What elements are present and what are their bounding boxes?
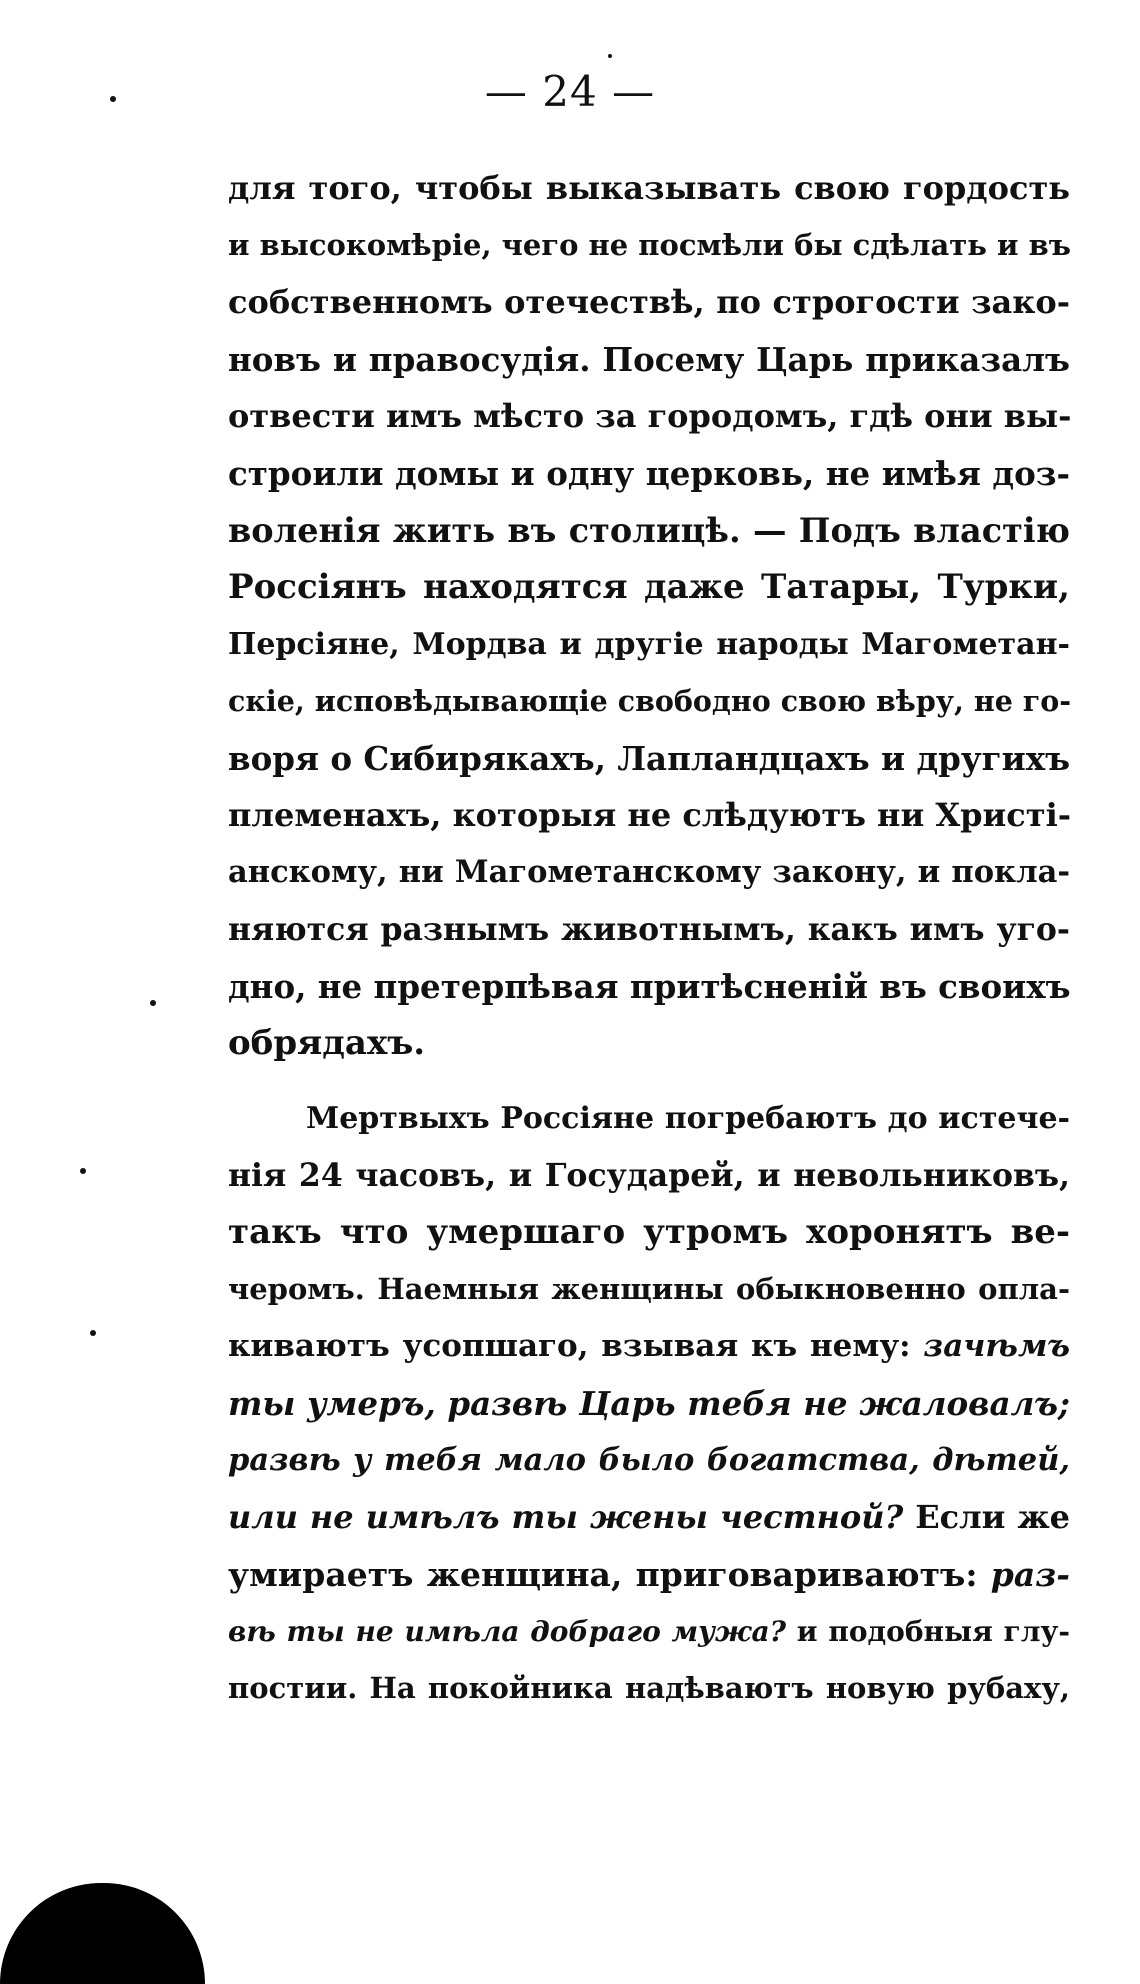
text-line: воленія жить въ столицѣ. — Подъ властію — [228, 511, 1070, 550]
text-line: Мертвыхъ Россіяне погребаютъ до истече- — [306, 1101, 1070, 1136]
italic-speech: зачѣмъ — [923, 1328, 1070, 1364]
ink-speck — [110, 96, 116, 102]
roman-text: умираетъ женщина, приговариваютъ: — [228, 1555, 978, 1594]
italic-speech: или не имѣлъ ты жены честной? — [228, 1498, 904, 1536]
roman-text: киваютъ усопшаго, взывая къ нему: — [228, 1328, 911, 1364]
text-line: обрядахъ. — [228, 1023, 426, 1063]
italic-speech-line: ты умеръ, развѣ Царь тебя не жаловалъ; — [228, 1384, 1070, 1423]
ink-speck — [80, 1168, 86, 1174]
text-line: для того, чтобы выказывать свою гордость — [228, 169, 1070, 207]
text-line: скіе, исповѣдывающіе свободно свою вѣру, не го- — [228, 684, 1072, 718]
text-line: воря о Сибирякахъ, Лапландцахъ и другихъ — [228, 739, 1070, 778]
page-number: — 24 — — [484, 67, 656, 116]
text-line: дно, не претерпѣвая притѣсненій въ своихъ — [228, 967, 1071, 1006]
scan-corner-blot — [0, 1883, 205, 1984]
roman-text: и подобныя глу- — [796, 1615, 1070, 1648]
text-line: черомъ. Наемныя женщины обыкновенно опла- — [228, 1272, 1070, 1306]
text-line: новъ и правосудія. Посему Царь приказалъ — [228, 340, 1070, 379]
italic-speech-line: развѣ у тебя мало было богатства, дѣтей, — [228, 1442, 1070, 1478]
text-line: племенахъ, которыя не слѣдуютъ ни Христі- — [228, 796, 1072, 834]
ink-speck — [90, 1330, 96, 1336]
italic-speech: вѣ ты не имѣла добраго мужа? — [228, 1615, 787, 1648]
text-line: Россіянъ находятся даже Татары, Турки, — [228, 567, 1070, 607]
ink-speck — [150, 1000, 156, 1006]
text-line: отвести имъ мѣсто за городомъ, гдѣ они вы- — [228, 397, 1072, 435]
italic-speech: раз- — [990, 1555, 1070, 1594]
text-line: няются разнымъ животнымъ, какъ имъ уго- — [228, 911, 1070, 948]
paragraph-gap — [228, 1072, 1070, 1090]
text-line-mixed — [228, 1489, 1070, 1546]
text-line: Персіяне, Мордва и другіе народы Магометан- — [228, 627, 1070, 662]
text-line: собственномъ отечествѣ, по строгости зако- — [228, 283, 1070, 321]
roman-text: Если же — [915, 1498, 1071, 1536]
text-line: такъ что умершаго утромъ хоронятъ ве- — [228, 1212, 1070, 1252]
text-line-mixed — [228, 1318, 1070, 1375]
text-line-mixed — [228, 1546, 1070, 1603]
text-line: строили домы и одну церковь, не имѣя доз- — [228, 454, 1070, 493]
ink-speck — [608, 54, 612, 58]
text-line: постии. На покойника надѣваютъ новую рубаху, — [228, 1671, 1070, 1705]
text-line: нія 24 часовъ, и Государей, и невольниковъ, — [228, 1157, 1070, 1194]
text-line: анскому, ни Магометанскому закону, и покла- — [228, 854, 1070, 890]
text-line: и высокомѣріе, чего не посмѣли бы сдѣлать и въ — [228, 228, 1072, 262]
body-text — [228, 160, 1070, 1717]
text-line-mixed — [228, 1603, 1070, 1660]
